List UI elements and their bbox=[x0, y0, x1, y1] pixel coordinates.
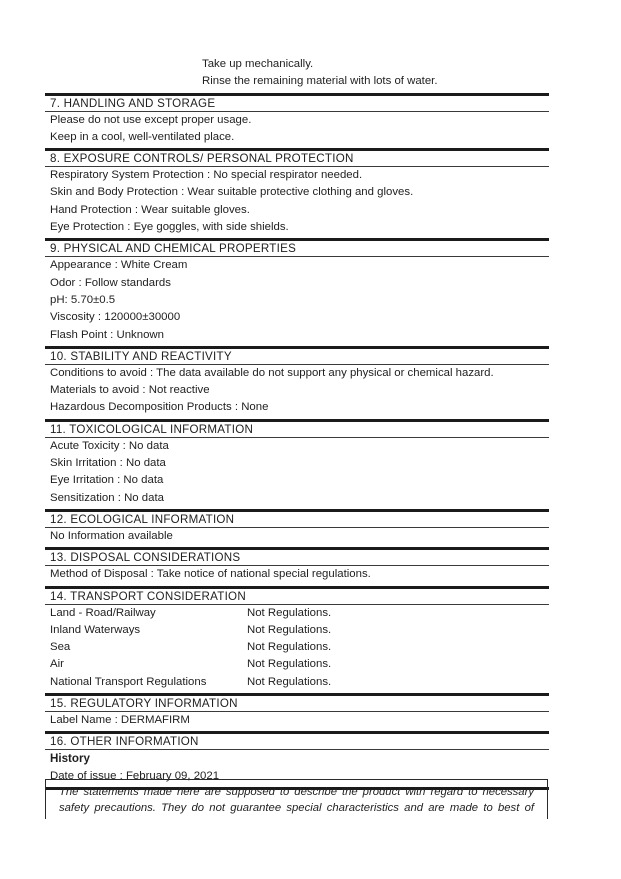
transport-value: Not Regulations. bbox=[247, 641, 332, 654]
body-line: Conditions to avoid : The data available do not support any physical or chemical hazard. bbox=[50, 366, 494, 379]
body-line: Keep in a cool, well-ventilated place. bbox=[50, 130, 235, 143]
transport-label: National Transport Regulations bbox=[50, 675, 207, 688]
transport-label: Inland Waterways bbox=[50, 623, 141, 636]
transport-row bbox=[45, 656, 549, 673]
section-title: 15. REGULATORY INFORMATION bbox=[50, 697, 238, 711]
body-line: Label Name : DERMAFIRM bbox=[50, 714, 190, 727]
section-handling-storage bbox=[45, 93, 549, 147]
section-title: 8. EXPOSURE CONTROLS/ PERSONAL PROTECTION bbox=[50, 152, 354, 166]
section-title: 12. ECOLOGICAL INFORMATION bbox=[50, 512, 235, 526]
transport-row bbox=[45, 639, 549, 656]
body-line: Sensitization : No data bbox=[50, 491, 164, 504]
section-stability-reactivity bbox=[45, 346, 549, 417]
body-line: No Information available bbox=[50, 529, 173, 542]
body-line: Flash Point : Unknown bbox=[50, 328, 164, 341]
body-line: Appearance : White Cream bbox=[50, 259, 188, 272]
section-exposure-controls bbox=[45, 148, 549, 236]
disclaimer-line: The statements made here are supposed to describe the product with regard to necessary bbox=[59, 786, 534, 798]
body-line: Eye Protection : Eye goggles, with side shields. bbox=[50, 221, 289, 234]
section-toxicological bbox=[45, 419, 549, 507]
section-title: 7. HANDLING AND STORAGE bbox=[50, 96, 216, 110]
transport-label: Air bbox=[50, 658, 64, 671]
transport-value: Not Regulations. bbox=[247, 623, 332, 636]
section-title: 16. OTHER INFORMATION bbox=[50, 735, 199, 749]
body-line: Skin Irritation : No data bbox=[50, 457, 166, 470]
body-line: Respiratory System Protection : No special respirator needed. bbox=[50, 169, 363, 182]
body-line: Method of Disposal : Take notice of national special regulations. bbox=[50, 568, 371, 581]
body-line: Please do not use except proper usage. bbox=[50, 113, 252, 126]
section-regulatory bbox=[45, 693, 549, 729]
body-line: Acute Toxicity : No data bbox=[50, 439, 169, 452]
section-title: 11. TOXICOLOGICAL INFORMATION bbox=[50, 422, 254, 436]
history-label: History bbox=[50, 752, 90, 766]
transport-label: Sea bbox=[50, 641, 71, 654]
document-content bbox=[45, 56, 549, 790]
section-ecological bbox=[45, 509, 549, 545]
transport-row bbox=[45, 674, 549, 691]
section-transport bbox=[45, 586, 549, 691]
section-title: 13. DISPOSAL CONSIDERATIONS bbox=[50, 551, 241, 565]
disclaimer-line: safety precautions. They do not guarantee special characteristics and are made to best of bbox=[59, 802, 534, 815]
body-line: Viscosity : 120000±30000 bbox=[50, 311, 181, 324]
section-physical-chemical bbox=[45, 238, 549, 343]
carryover-line: Take up mechanically. bbox=[202, 58, 314, 70]
carryover-line: Rinse the remaining material with lots of water. bbox=[202, 75, 438, 88]
transport-value: Not Regulations. bbox=[247, 675, 332, 688]
section-title: 10. STABILITY AND REACTIVITY bbox=[50, 349, 232, 363]
date-of-issue-line: Date of issue : February 09, 2021 bbox=[50, 769, 220, 782]
body-line: Materials to avoid : Not reactive bbox=[50, 384, 210, 397]
transport-label: Land - Road/Railway bbox=[50, 606, 156, 619]
body-line: Hazardous Decomposition Products : None bbox=[50, 401, 269, 414]
transport-row bbox=[45, 622, 549, 639]
body-line: Eye Irritation : No data bbox=[50, 474, 164, 487]
transport-value: Not Regulations. bbox=[247, 606, 332, 619]
body-line: Hand Protection : Wear suitable gloves. bbox=[50, 203, 250, 216]
body-line: Skin and Body Protection : Wear suitable protective clothing and gloves. bbox=[50, 186, 414, 199]
section-title: 9. PHYSICAL AND CHEMICAL PROPERTIES bbox=[50, 242, 297, 256]
disclaimer-box bbox=[45, 779, 548, 819]
body-line: pH: 5.70±0.5 bbox=[50, 293, 116, 306]
body-line: Odor : Follow standards bbox=[50, 276, 171, 289]
section-disposal bbox=[45, 547, 549, 583]
transport-value: Not Regulations. bbox=[247, 658, 332, 671]
transport-row bbox=[45, 605, 549, 622]
section-title: 14. TRANSPORT CONSIDERATION bbox=[50, 589, 246, 603]
